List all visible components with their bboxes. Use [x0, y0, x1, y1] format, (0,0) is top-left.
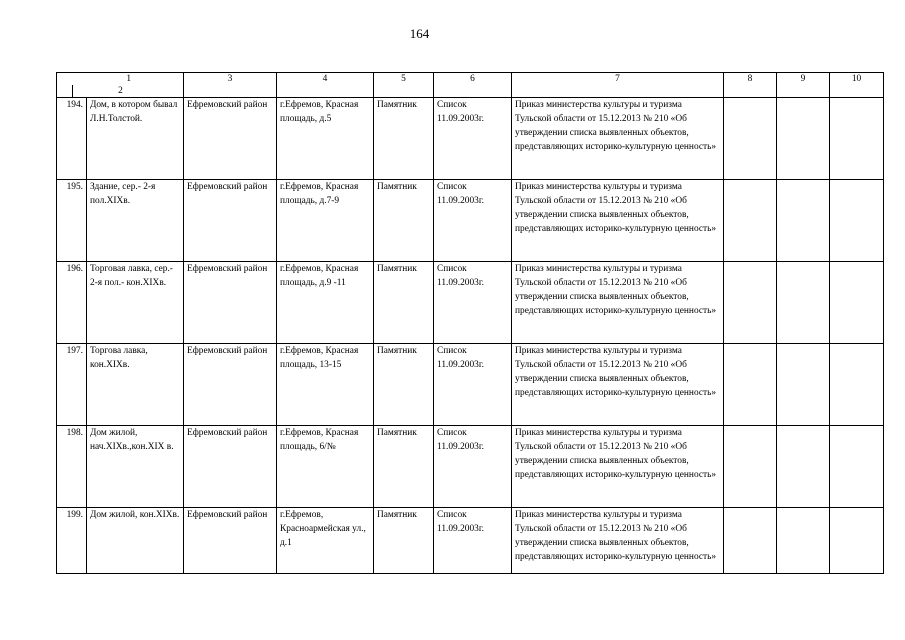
row-number: 198. [57, 426, 87, 508]
legal-document: Приказ министерства культуры и туризма Тульской области от 15.12.2013 № 210 «Об утверждении списка выявленных объектов, представляющих историко-культурную ценность» [512, 426, 724, 508]
column-9-cell [777, 426, 830, 508]
district: Ефремовский район [184, 180, 277, 262]
column-header-1: 1 [126, 74, 131, 84]
row-number: 196. [57, 262, 87, 344]
object-type: Памятник [374, 508, 434, 574]
address: г.Ефремов, Красная площадь, д.5 [277, 98, 374, 180]
table-row [57, 426, 884, 508]
list-date: Список 11.09.2003г. [434, 344, 512, 426]
address: г.Ефремов, Красноармейская ул., д.1 [277, 508, 374, 574]
column-9-cell [777, 98, 830, 180]
column-header-6: 6 [434, 73, 512, 98]
list-date: Список 11.09.2003г. [434, 508, 512, 574]
address: г.Ефремов, Красная площадь, 6/№ [277, 426, 374, 508]
list-date: Список 11.09.2003г. [434, 98, 512, 180]
table-row [57, 508, 884, 574]
heritage-register-table [56, 72, 884, 574]
page-number: 164 [409, 26, 430, 41]
legal-document: Приказ министерства культуры и туризма Тульской области от 15.12.2013 № 210 «Об утверждении списка выявленных объектов, представляющих историко-культурную ценность» [512, 508, 724, 574]
column-header-8: 8 [724, 73, 777, 98]
column-header-10: 10 [830, 73, 884, 98]
row-number: 195. [57, 180, 87, 262]
column-8-cell [724, 98, 777, 180]
list-date: Список 11.09.2003г. [434, 180, 512, 262]
column-9-cell [777, 262, 830, 344]
object-type: Памятник [374, 98, 434, 180]
object-type: Памятник [374, 426, 434, 508]
column-10-cell [830, 508, 884, 574]
column-header-4: 4 [277, 73, 374, 98]
object-type: Памятник [374, 262, 434, 344]
column-header-3: 3 [184, 73, 277, 98]
legal-document: Приказ министерства культуры и туризма Тульской области от 15.12.2013 № 210 «Об утверждении списка выявленных объектов, представляющих историко-культурную ценность» [512, 262, 724, 344]
object-type: Памятник [374, 344, 434, 426]
column-header-1-2 [57, 73, 184, 98]
table-row [57, 98, 884, 180]
column-8-cell [724, 344, 777, 426]
table-row [57, 344, 884, 426]
column-9-cell [777, 344, 830, 426]
column-header-7: 7 [512, 73, 724, 98]
legal-document: Приказ министерства культуры и туризма Тульской области от 15.12.2013 № 210 «Об утверждении списка выявленных объектов, представляющих историко-культурную ценность» [512, 98, 724, 180]
row-number: 197. [57, 344, 87, 426]
row-number: 194. [57, 98, 87, 180]
column-10-cell [830, 180, 884, 262]
object-name: Дом жилой, кон.XIXв. [87, 508, 184, 574]
object-type: Памятник [374, 180, 434, 262]
list-date: Список 11.09.2003г. [434, 426, 512, 508]
header-row [57, 73, 884, 98]
district: Ефремовский район [184, 508, 277, 574]
legal-document: Приказ министерства культуры и туризма Тульской области от 15.12.2013 № 210 «Об утверждении списка выявленных объектов, представляющих историко-культурную ценность» [512, 344, 724, 426]
district: Ефремовский район [184, 426, 277, 508]
column-8-cell [724, 426, 777, 508]
column-10-cell [830, 426, 884, 508]
column-10-cell [830, 262, 884, 344]
object-name: Торгова лавка, кон.XIXв. [87, 344, 184, 426]
table-row [57, 262, 884, 344]
column-header-9: 9 [777, 73, 830, 98]
district: Ефремовский район [184, 344, 277, 426]
object-name: Торговая лавка, сер.- 2-я пол.- кон.XIXв. [87, 262, 184, 344]
district: Ефремовский район [184, 98, 277, 180]
column-header-5: 5 [374, 73, 434, 98]
column-8-cell [724, 180, 777, 262]
object-name: Здание, сер.- 2-я пол.XIXв. [87, 180, 184, 262]
district: Ефремовский район [184, 262, 277, 344]
column-9-cell [777, 180, 830, 262]
address: г.Ефремов, Красная площадь, 13-15 [277, 344, 374, 426]
table-row [57, 180, 884, 262]
address: г.Ефремов, Красная площадь, д.9 -11 [277, 262, 374, 344]
object-name: Дом жилой, нач.XIXв.,кон.XIX в. [87, 426, 184, 508]
object-name: Дом, в котором бывал Л.Н.Толстой. [87, 98, 184, 180]
column-8-cell [724, 508, 777, 574]
column-8-cell [724, 262, 777, 344]
column-header-2: 2 [72, 85, 169, 97]
address: г.Ефремов, Красная площадь, д.7-9 [277, 180, 374, 262]
column-10-cell [830, 344, 884, 426]
list-date: Список 11.09.2003г. [434, 262, 512, 344]
column-10-cell [830, 98, 884, 180]
row-number: 199. [57, 508, 87, 574]
column-9-cell [777, 508, 830, 574]
legal-document: Приказ министерства культуры и туризма Тульской области от 15.12.2013 № 210 «Об утверждении списка выявленных объектов, представляющих историко-культурную ценность» [512, 180, 724, 262]
